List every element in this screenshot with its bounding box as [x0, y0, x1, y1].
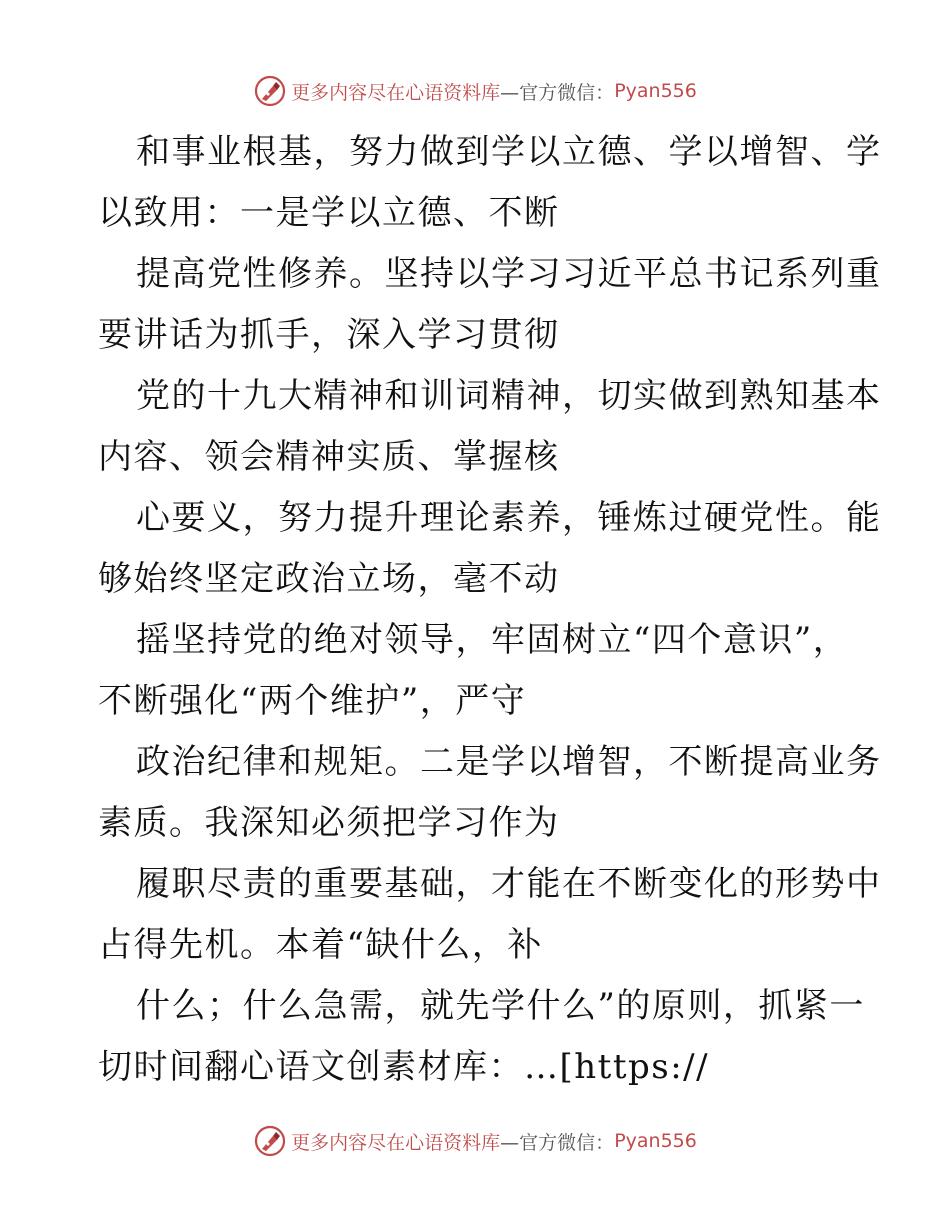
paragraph-line: 不断强化“两个维护”，严守 [98, 681, 527, 721]
paragraph-line: 摇坚持党的绝对领导，牢固树立“四个意识”， [136, 620, 849, 660]
pen-nib-circle-icon [253, 74, 287, 108]
paragraph-line: 内容、领会精神实质、掌握核 [98, 437, 560, 477]
header-banner-wechat-id: Pyan556 [614, 80, 697, 102]
paragraph-line: 政治纪律和规矩。二是学以增智，不断提高业务 [136, 742, 882, 782]
paragraph-line: 心要义，努力提升理论素养，锤炼过硬党性。能 [136, 498, 882, 538]
paragraph [98, 976, 865, 1098]
header-banner-title: 更多内容尽在心语资料库 [291, 81, 501, 104]
footer-banner-wechat-label: —官方微信： [500, 1131, 615, 1154]
paragraph [98, 854, 882, 976]
paragraph-line: 要讲话为抓手，深入学习贯彻 [98, 315, 560, 355]
paragraph [98, 122, 882, 244]
header-banner-wechat-label: —官方微信： [500, 81, 615, 104]
paragraph [98, 610, 858, 732]
paragraph-line: 够始终坚定政治立场，毫不动 [98, 559, 560, 599]
paragraph-line: 素质。我深知必须把学习作为 [98, 803, 560, 843]
paragraph-line: 党的十九大精神和训词精神，切实做到熟知基本 [136, 376, 882, 416]
header-banner [0, 72, 950, 110]
document-body [98, 122, 882, 1098]
paragraph-line: 什么；什么急需，就先学什么”的原则，抓紧一 [136, 986, 865, 1026]
paragraph [98, 488, 882, 610]
footer-banner-title: 更多内容尽在心语资料库 [291, 1131, 501, 1154]
paragraph [98, 732, 882, 854]
paragraph-line-with-link: 切时间翻心语文创素材库：…[https:// [98, 1047, 710, 1087]
paragraph-line: 提高党性修养。坚持以学习习近平总书记系列重 [136, 254, 882, 294]
footer-banner [0, 1122, 950, 1160]
paragraph-line: 履职尽责的重要基础，才能在不断变化的形势中 [136, 864, 882, 904]
paragraph [98, 366, 882, 488]
paragraph [98, 244, 882, 366]
paragraph-line: 和事业根基，努力做到学以立德、学以增智、学 [136, 132, 882, 172]
paragraph-line: 占得先机。本着“缺什么，补 [98, 925, 543, 965]
paragraph-line: 以致用：一是学以立德、不断 [98, 193, 560, 233]
footer-banner-wechat-id: Pyan556 [614, 1130, 697, 1152]
pen-nib-circle-icon [253, 1124, 287, 1158]
